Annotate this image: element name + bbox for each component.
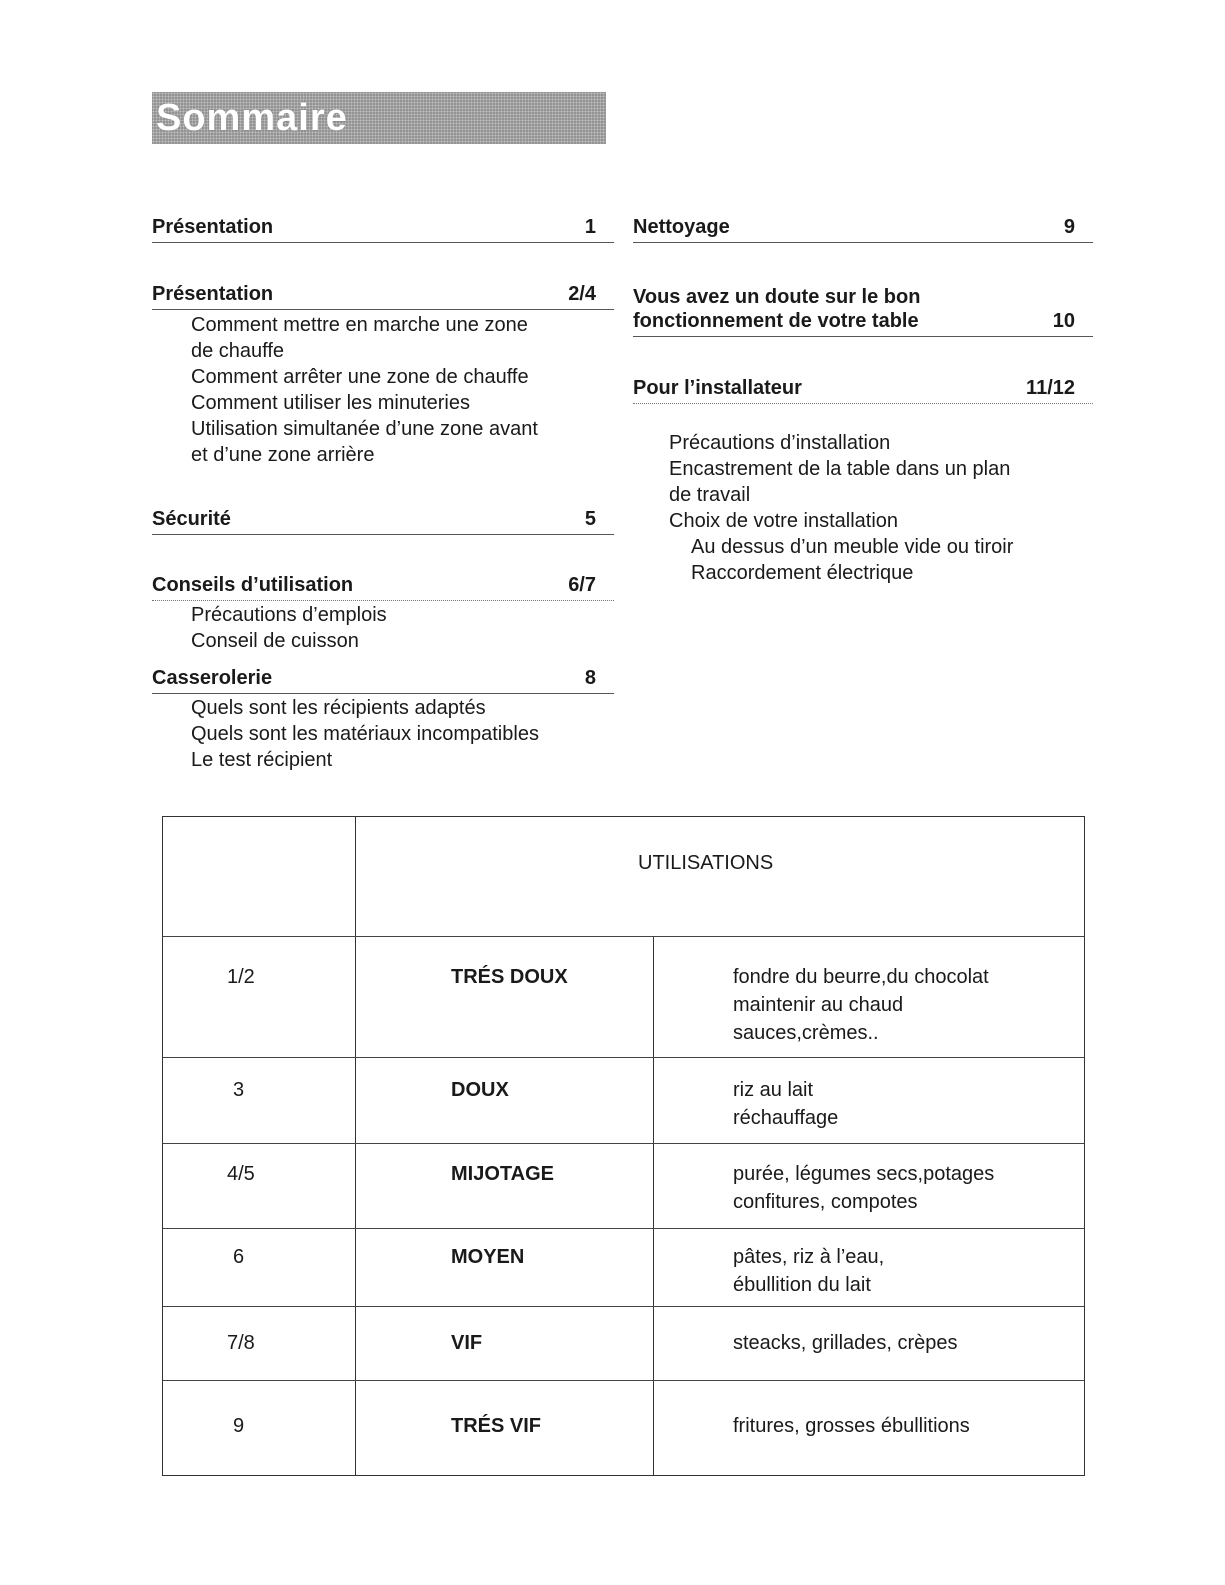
- toc-entry-page: 9: [1063, 216, 1075, 238]
- use-item: pâtes, riz à l’eau,: [733, 1246, 885, 1268]
- table-row-divider: [163, 1228, 1084, 1229]
- toc-entry-title: Présentation: [152, 216, 274, 238]
- power-level: 7/8: [227, 1332, 255, 1354]
- power-level: 3: [233, 1079, 245, 1101]
- toc-subitem: Précautions d’emplois: [191, 604, 387, 626]
- toc-entry-page: 10: [1052, 310, 1075, 332]
- toc-entry-page: 11/12: [1026, 377, 1075, 399]
- table-row-divider: [163, 1143, 1084, 1144]
- toc-subitem: Comment utiliser les minuteries: [191, 392, 470, 414]
- power-level-uses: [733, 1329, 958, 1357]
- use-item: ébullition du lait: [733, 1274, 871, 1296]
- toc-subitem: Utilisation simultanée d’une zone avant: [191, 418, 538, 440]
- power-level-uses: [733, 1243, 884, 1299]
- use-item: sauces,crèmes..: [733, 1022, 879, 1044]
- toc-left-column: [152, 212, 614, 243]
- toc-subitem: Quels sont les récipients adaptés: [191, 697, 486, 719]
- use-item: purée, légumes secs,potages: [733, 1163, 995, 1185]
- toc-subitem: Encastrement de la table dans un plan: [669, 458, 1011, 480]
- toc-entry-page: 5: [584, 508, 596, 530]
- power-level-name: TRÉS VIF: [451, 1415, 542, 1437]
- toc-subsubitem: Raccordement électrique: [691, 562, 914, 584]
- toc-entry-page: 6/7: [568, 574, 596, 596]
- toc-subitem: et d’une zone arrière: [191, 444, 375, 466]
- toc-section-doute: [633, 284, 1093, 337]
- table-column-divider: [653, 936, 654, 1475]
- power-level-uses: [733, 963, 989, 1047]
- table-header-utilisations: UTILISATIONS: [638, 852, 774, 874]
- toc-entry-securite[interactable]: [152, 504, 614, 535]
- page-title: Sommaire: [156, 97, 348, 139]
- use-item: fondre du beurre,du chocolat: [733, 966, 989, 988]
- toc-subitem: Comment arrêter une zone de chauffe: [191, 366, 529, 388]
- toc-section-presentation-2: [152, 279, 614, 468]
- toc-subitem: Le test récipient: [191, 749, 333, 771]
- toc-entry-page: 1: [584, 216, 596, 238]
- toc-subsublist: [669, 534, 1093, 586]
- table-row-divider: [163, 1057, 1084, 1058]
- toc-entry-title: Nettoyage: [633, 216, 730, 238]
- toc-section-conseils: [152, 570, 614, 654]
- use-item: confitures, compotes: [733, 1191, 918, 1213]
- use-item: steacks, grillades, crèpes: [733, 1332, 958, 1354]
- toc-entry-page: 8: [584, 667, 596, 689]
- toc-subitem: Quels sont les matériaux incompatibles: [191, 723, 539, 745]
- use-item: riz au lait: [733, 1079, 814, 1101]
- toc-entry-title: Conseils d’utilisation: [152, 574, 354, 596]
- toc-sublist: [152, 312, 614, 468]
- toc-entry-doute[interactable]: [633, 310, 1093, 337]
- title-banner: [152, 92, 606, 144]
- table-row-divider: [163, 1380, 1084, 1381]
- toc-entry-nettoyage[interactable]: [633, 212, 1093, 243]
- power-level-uses: [733, 1412, 970, 1440]
- toc-entry-doute-line1: Vous avez un doute sur le bon: [633, 286, 921, 308]
- power-level: 1/2: [227, 966, 255, 988]
- toc-entry-title: Présentation: [152, 283, 274, 305]
- power-level: 6: [233, 1246, 245, 1268]
- toc-section-installateur: [633, 373, 1093, 586]
- power-level-name: MIJOTAGE: [451, 1163, 554, 1185]
- table-column-divider: [355, 817, 356, 1475]
- power-level-uses: [733, 1076, 838, 1132]
- toc-sublist: [152, 695, 614, 773]
- toc-sublist: [152, 602, 614, 654]
- table-row-divider: [163, 936, 1084, 937]
- toc-subitem: Précautions d’installation: [669, 432, 891, 454]
- power-level-uses: [733, 1160, 994, 1216]
- toc-subsubitem: Au dessus d’un meuble vide ou tiroir: [691, 536, 1014, 558]
- toc-sublist: [633, 430, 1093, 586]
- toc-entry-title: Casserolerie: [152, 667, 273, 689]
- toc-section-casserolerie: [152, 663, 614, 773]
- toc-subitem: de travail: [669, 484, 751, 506]
- toc-entry-title: fonctionnement de votre table: [633, 310, 919, 332]
- toc-entry-page: 2/4: [568, 283, 596, 305]
- use-item: réchauffage: [733, 1107, 839, 1129]
- toc-subitem: Conseil de cuisson: [191, 630, 359, 652]
- power-level-name: MOYEN: [451, 1246, 525, 1268]
- use-item: maintenir au chaud: [733, 994, 904, 1016]
- toc-entry-presentation-2[interactable]: [152, 279, 614, 310]
- toc-entry-title: Pour l’installateur: [633, 377, 802, 399]
- toc-entry-presentation-1[interactable]: [152, 212, 614, 243]
- toc-entry-installateur[interactable]: [633, 373, 1093, 404]
- use-item: fritures, grosses ébullitions: [733, 1415, 970, 1437]
- toc-subitem: Choix de votre installation: [669, 510, 899, 532]
- power-levels-table: [162, 816, 1085, 1476]
- toc-entry-conseils[interactable]: [152, 570, 614, 601]
- power-level-name: VIF: [451, 1332, 483, 1354]
- toc-subitem: de chauffe: [191, 340, 285, 362]
- toc-entry-casserolerie[interactable]: [152, 663, 614, 694]
- table-row-divider: [163, 1306, 1084, 1307]
- toc-section-securite: [152, 504, 614, 535]
- toc-subitem: Comment mettre en marche une zone: [191, 314, 528, 336]
- toc-entry-title: Sécurité: [152, 508, 231, 530]
- toc-section-nettoyage: [633, 212, 1093, 243]
- power-level: 4/5: [227, 1163, 255, 1185]
- power-level-name: DOUX: [451, 1079, 509, 1101]
- power-level-name: TRÉS DOUX: [451, 966, 568, 988]
- power-level: 9: [233, 1415, 245, 1437]
